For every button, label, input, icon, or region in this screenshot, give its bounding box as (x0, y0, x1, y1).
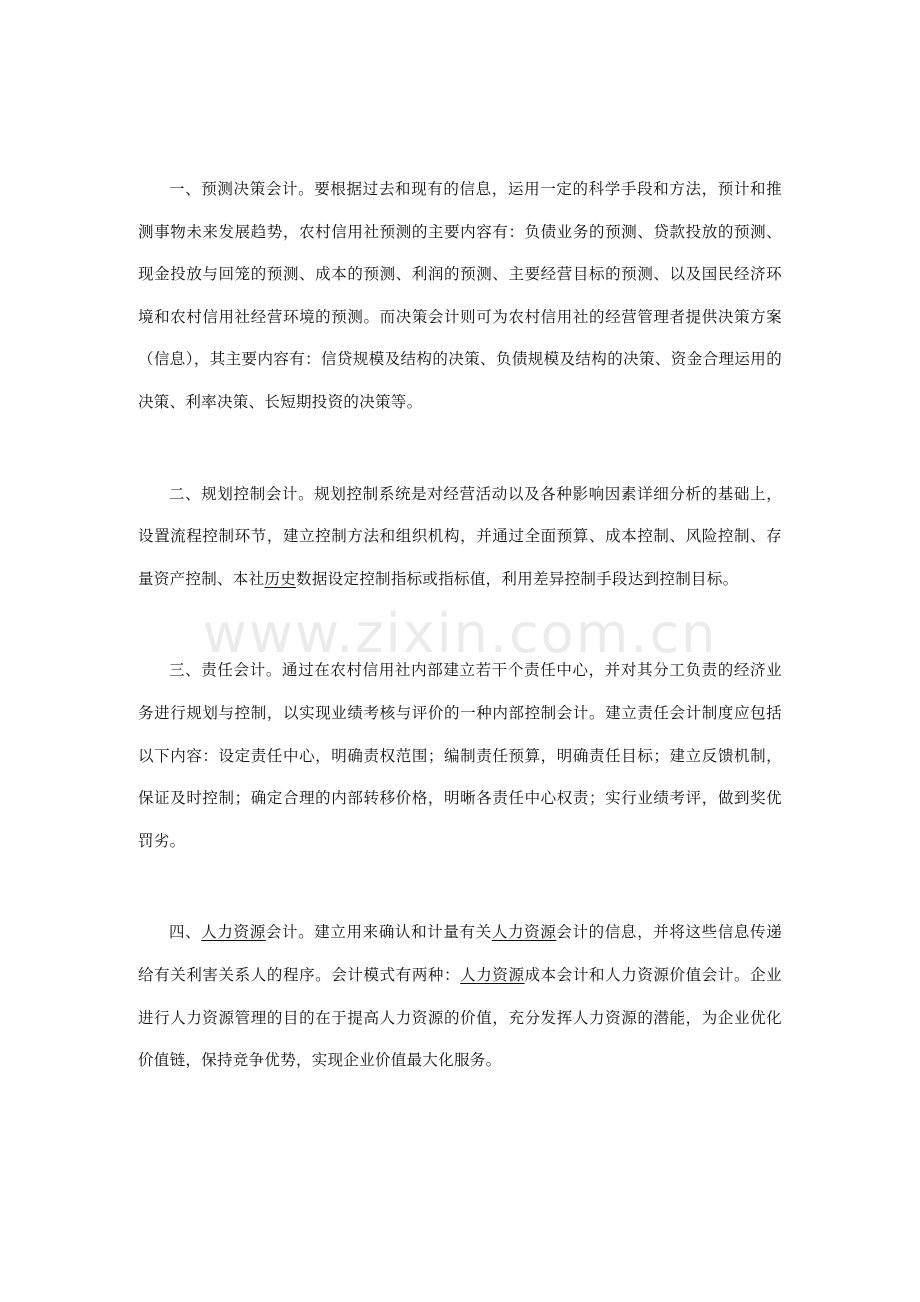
paragraph-text: 会计的信息，并将这些信息传递给有关利害关系人的程序。会计模式有两种： (138, 923, 782, 984)
human-resources-link[interactable]: 人力资源 (201, 923, 266, 942)
human-resources-link[interactable]: 人力资源 (491, 923, 557, 942)
paragraph-text: 会计。建立用来确认和计量有关 (265, 923, 492, 942)
human-resources-link[interactable]: 人力资源 (460, 965, 525, 984)
paragraph-text: 四、 (169, 923, 202, 942)
paragraph-text: 成本会计和人力资源价值会计。企业进行人力资源管理的目的在于提高人力资源的价值，充分发挥人力资源的潜能，为企业优化价值链，保持竞争优势，实现企业价值最大化服务。 (138, 965, 782, 1070)
paragraph-planning-control-accounting (138, 473, 782, 601)
paragraph-forecast-decision-accounting: 一、预测决策会计。要根据过去和现有的信息，运用一定的科学手段和方法，预计和推测事物未来发展趋势，农村信用社预测的主要内容有：负债业务的预测、贷款投放的预测、现金投放与回笼的预测、成本的预测、利润的预测、主要经营目标的预测、以及国民经济环境和农村信用社经营环境的预测。而决策会计则可为农村信用社的经营管理者提供决策方案（信息），其主要内容有：信贷规模及结构的决策、负债规模及结构的决策、资金合理运用的决策、利率决策、长短期投资的决策等。 (138, 180, 782, 411)
watermark: www.zixin.com.cn (202, 602, 718, 665)
document-body (138, 168, 782, 1082)
paragraph-human-resource-accounting (138, 911, 782, 1081)
paragraph-text: 二、规划控制会计。规划控制系统是对经营活动以及各种影响因素详细分析的基础上，设置流程控制环节，建立控制方法和组织机构，并通过全面预算、成本控制、风险控制、存量资产控制、本社 (138, 484, 782, 588)
paragraph-text: 数据设定控制指标或指标值，利用差异控制手段达到控制目标。 (296, 569, 739, 588)
paragraph-responsibility-accounting: 三、责任会计。通过在农村信用社内部建立若干个责任中心，并对其分工负责的经济业务进行规划与控制，以实现业绩考核与评价的一种内部控制会计。建立责任会计制度应包括以下内容：设定责任中心，明确责权范围；编制责任预算，明确责任目标；建立反馈机制，保证及时控制；确定合理的内部转移价格，明晰各责任中心权责；实行业绩考评，做到奖优罚劣。 (138, 661, 782, 850)
history-link[interactable]: 历史 (264, 569, 297, 588)
